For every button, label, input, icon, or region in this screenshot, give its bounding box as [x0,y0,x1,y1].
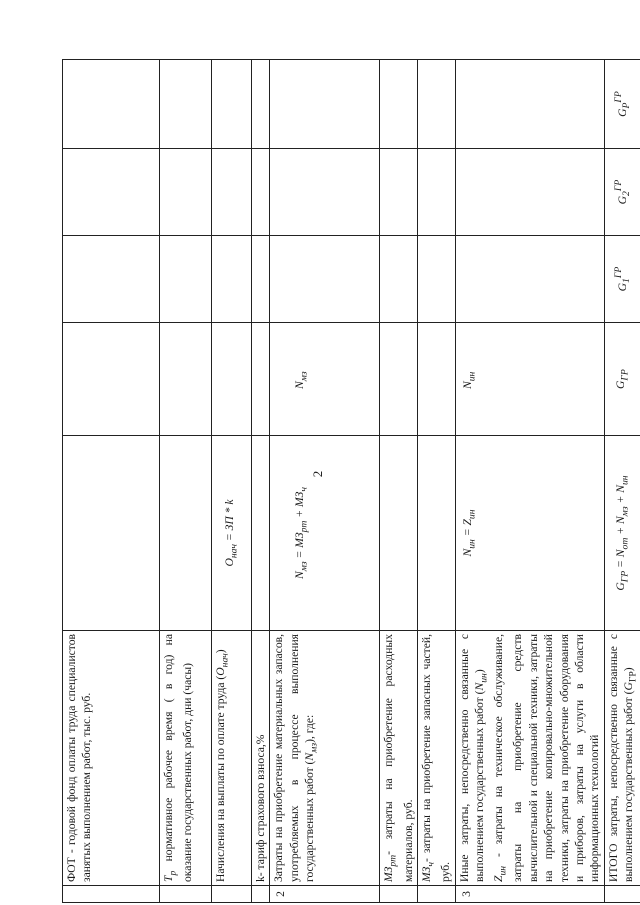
row-formula: $O_{нач}$ = ЗП * k [212,436,252,631]
row-formula [63,436,160,631]
row-formula [252,436,270,631]
row-description: ИТОГО затраты, непосредственно связанные с выполнением государственных работ $(G_{ГР})$ [604,631,640,886]
table-row [455,60,604,903]
table-row [417,60,455,903]
row-description: k- тариф страхового взноса,% [252,631,270,886]
row-g2 [417,149,455,236]
table-row [270,60,380,903]
row-symbol [252,323,270,436]
row-symbol: $N_{мз}$ [270,323,380,436]
row-symbol [380,323,418,436]
row-g1 [455,236,604,323]
row-g2 [455,149,604,236]
row-description: $МЗ_ч-$ затраты на приобретение запасных частей, руб. [417,631,455,886]
row-g2 [212,149,252,236]
row-g2 [252,149,270,236]
row-formula: $N_{ин} = Z_{ин}$ [455,436,604,631]
row-gp [212,60,252,149]
row-description: Начисления на выплаты по оплате труда $(O_{нач})$ [212,631,252,886]
row-gp [160,60,212,149]
row-description: $МЗ_{рт}-$ затраты на приобретение расходных материалов, руб. [380,631,418,886]
row-gp [380,60,418,149]
row-g2 [270,149,380,236]
row-gp [252,60,270,149]
table-row [604,60,640,903]
row-g1 [252,236,270,323]
row-description: Иные затраты, непосредственно связанные с выполнением государственных работ $(N_{ин})$ $Z_{ин}$ - затраты на техническое обслуживание, затраты на приобретение средств вычислительной и специальной техники, затраты на приобретение копировально-множительной техники, затраты на приобретение оборудования и приборов, затраты на услуги в области информационных технологий [455,631,604,886]
row-formula [417,436,455,631]
cost-table [62,59,640,903]
row-number [380,886,418,903]
table-row [160,60,212,903]
row-gp: $G_Р^{ГР}$ [604,60,640,149]
table-row [212,60,252,903]
row-g2 [160,149,212,236]
row-formula: $N_{мз} = МЗ_{рт} + МЗ_ч$ [270,436,380,631]
row-symbol [160,323,212,436]
row-symbol [417,323,455,436]
row-g1 [63,236,160,323]
row-g1 [212,236,252,323]
page-number: 2 [310,470,325,478]
row-symbol [63,323,160,436]
row-number: 3 [455,886,604,903]
row-number: 2 [270,886,380,903]
row-symbol: $N_{ин}$ [455,323,604,436]
table-row [252,60,270,903]
row-g1 [417,236,455,323]
row-g1 [380,236,418,323]
row-gp [270,60,380,149]
row-description: $T_р$ нормативное рабочее время ( в год) на оказание государственных работ, дни (часы) [160,631,212,886]
row-gp [417,60,455,149]
row-g1 [160,236,212,323]
row-symbol: $G_{ГР}$ [604,323,640,436]
row-number [417,886,455,903]
row-g2 [63,149,160,236]
table-row [380,60,418,903]
row-formula [160,436,212,631]
table-row [63,60,160,903]
row-number [160,886,212,903]
row-symbol [212,323,252,436]
row-formula [380,436,418,631]
row-description: Затраты на приобретение материальных запасов, употребляемых в процессе выполнения государственных работ $(N_{мз})$, где: [270,631,380,886]
row-number [63,886,160,903]
row-g1 [270,236,380,323]
row-g1: $G_1^{ГР}$ [604,236,640,323]
row-g2 [380,149,418,236]
row-formula: $G_{ГР} = N_{от} + N_{мз} + N_{ин}$ [604,436,640,631]
row-description: ФОТ - годовой фонд оплаты труда специалистов занятых выполнением работ, тыс. руб. [63,631,160,886]
row-g2: $G_2^{ГР}$ [604,149,640,236]
row-number [212,886,252,903]
row-number [252,886,270,903]
row-gp [455,60,604,149]
row-gp [63,60,160,149]
cost-table-rotated [62,60,639,903]
row-number [604,886,640,903]
